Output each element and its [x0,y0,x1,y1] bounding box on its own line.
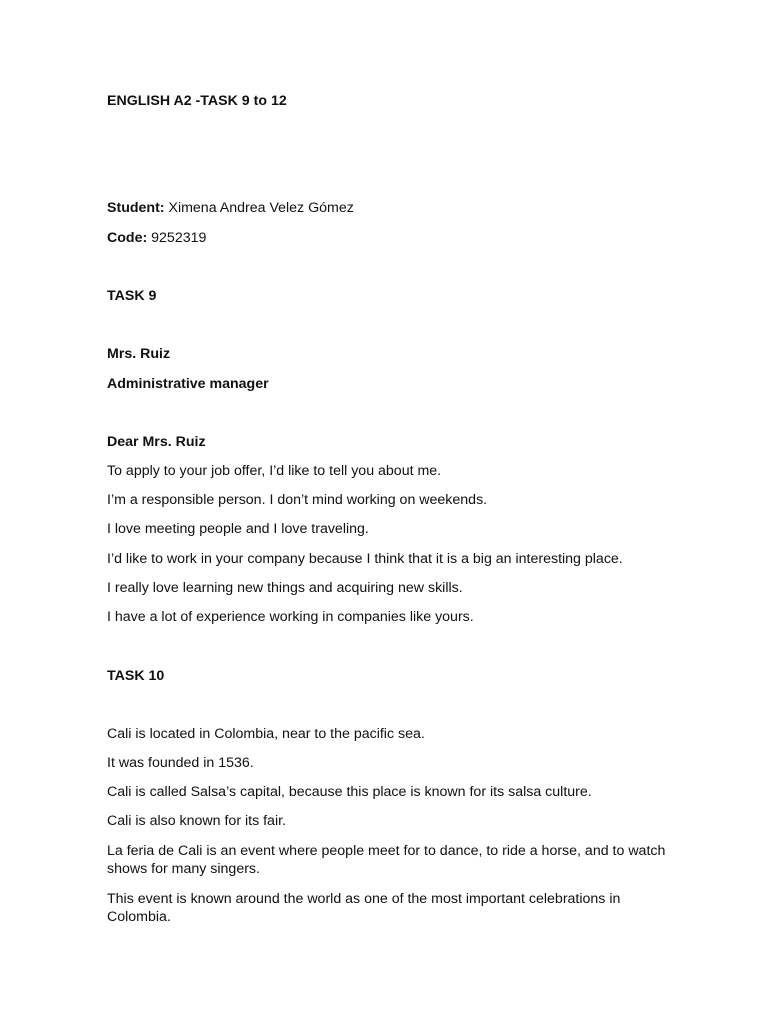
letter-line: I’m a responsible person. I don’t mind working on weekends. [107,492,488,508]
letter-line: To apply to your job offer, I’d like to tell you about me. [107,463,442,479]
recipient-name: Mrs. Ruiz [107,346,171,362]
task10-heading: TASK 10 [107,668,165,684]
task9-heading: TASK 9 [107,288,157,304]
paragraph-line: Cali is also known for its fair. [107,813,286,829]
paragraph-line: Cali is called Salsa’s capital, because this place is known for its salsa culture. [107,784,592,800]
paragraph-line: Cali is located in Colombia, near to the pacific sea. [107,726,425,742]
letter-line: I’d like to work in your company because I think that it is a big an interesting place. [107,551,623,567]
student-name: Ximena Andrea Velez Gómez [168,200,354,216]
student-label: Student: [107,200,165,216]
code-line [107,229,206,247]
letter-line: I have a lot of experience working in companies like yours. [107,609,474,625]
paragraph-line: This event is known around the world as one of the most important celebrations in Colombia. [107,891,621,925]
code-value: 9252319 [151,230,207,246]
paragraph-line: It was founded in 1536. [107,755,254,771]
student-line [107,199,354,217]
recipient-title: Administrative manager [107,376,269,392]
document-title: ENGLISH A2 -TASK 9 to 12 [107,93,287,109]
letter-line: I really love learning new things and acquiring new skills. [107,580,463,596]
code-label: Code: [107,230,148,246]
paragraph-line: La feria de Cali is an event where people meet for to dance, to ride a horse, and to watch shows for many singers. [107,843,666,877]
letter-line: I love meeting people and I love traveling. [107,521,369,537]
salutation: Dear Mrs. Ruiz [107,434,206,450]
